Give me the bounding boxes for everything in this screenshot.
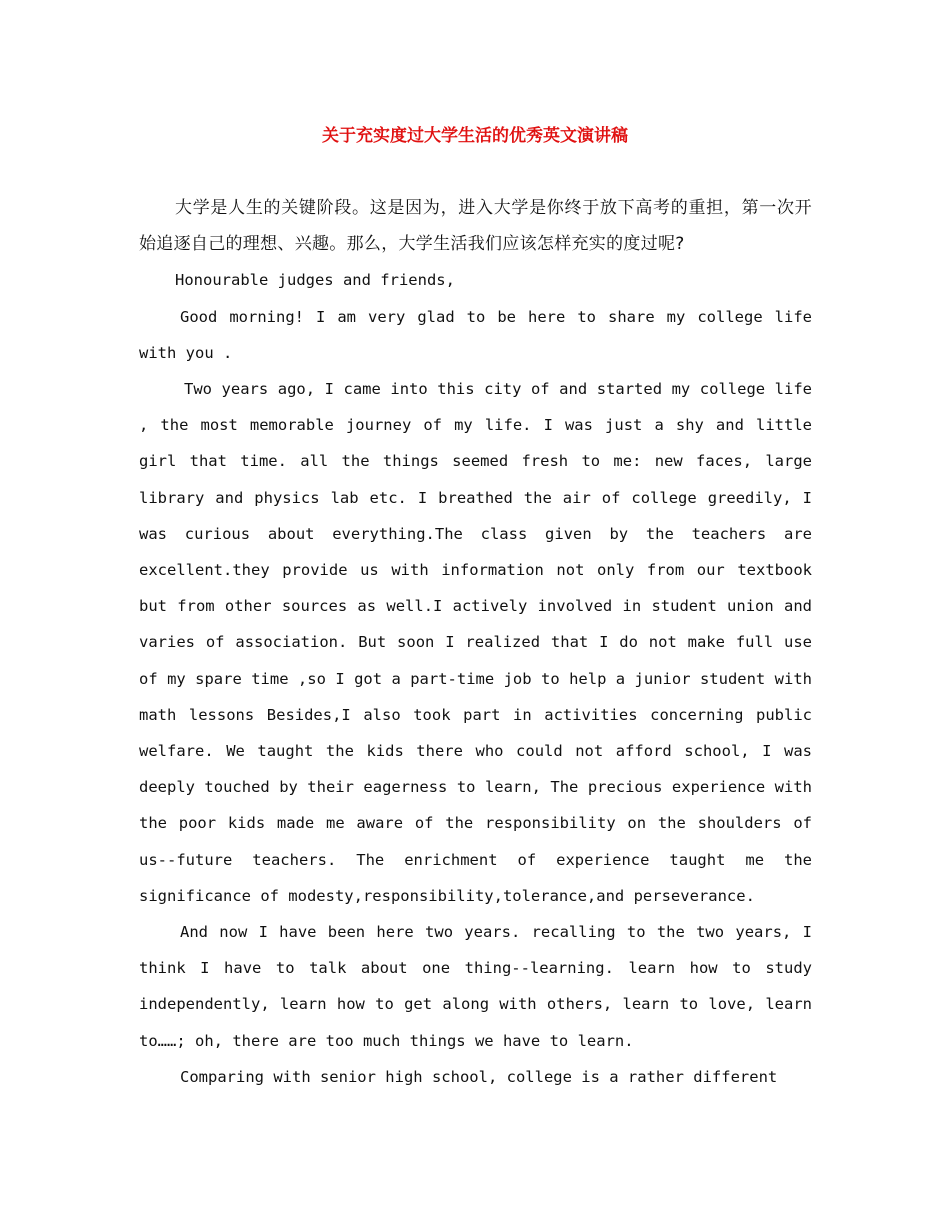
paragraph-learning: And now I have been here two years. recalling to the two years, I think I have to talk about one thing--learning. learn how to study independently, learn how to get along with others, learn to love, learn to……; oh, there are too much things we have to learn. — [139, 923, 812, 1050]
document-title: 关于充实度过大学生活的优秀英文演讲稿 — [322, 126, 628, 146]
paragraph-intro-chinese: 大学是人生的关键阶段。这是因为，进入大学是你终于放下高考的重担，第一次开始追逐自己的理想、兴趣。那么，大学生活我们应该怎样充实的度过呢? — [139, 198, 812, 255]
paragraph-two-years-ago: Two years ago, I came into this city of and started my college life , the most memorable journey of my life. I was just a shy and little girl that time. all the things seemed fresh to me: new faces, large library and physics lab etc. I breathed the air of college greedily, I was curious about everything.The class given by the teachers are excellent.they provide us with information not only from our textbook but from other sources as well.I actively involved in student union and varies of association. But soon I realized that I do not make full use of my spare time ,so I got a part-time job to help a junior student with math lessons Besides,I also took part in activities concerning public welfare. We taught the kids there who could not afford school, I was deeply touched by their eagerness to learn, The precious experience with the poor kids made me aware of the responsibility on the shoulders of us--future teachers. The enrichment of experience taught me the significance of modesty,responsibility,tolerance,and perseverance. — [139, 380, 812, 905]
paragraph-comparing: Comparing with senior high school, college is a rather different — [180, 1067, 778, 1086]
paragraph-greeting: Honourable judges and friends, — [175, 271, 455, 290]
document-body — [139, 190, 812, 1095]
paragraph-good-morning: Good morning! I am very glad to be here to share my college life with you . — [139, 307, 812, 362]
